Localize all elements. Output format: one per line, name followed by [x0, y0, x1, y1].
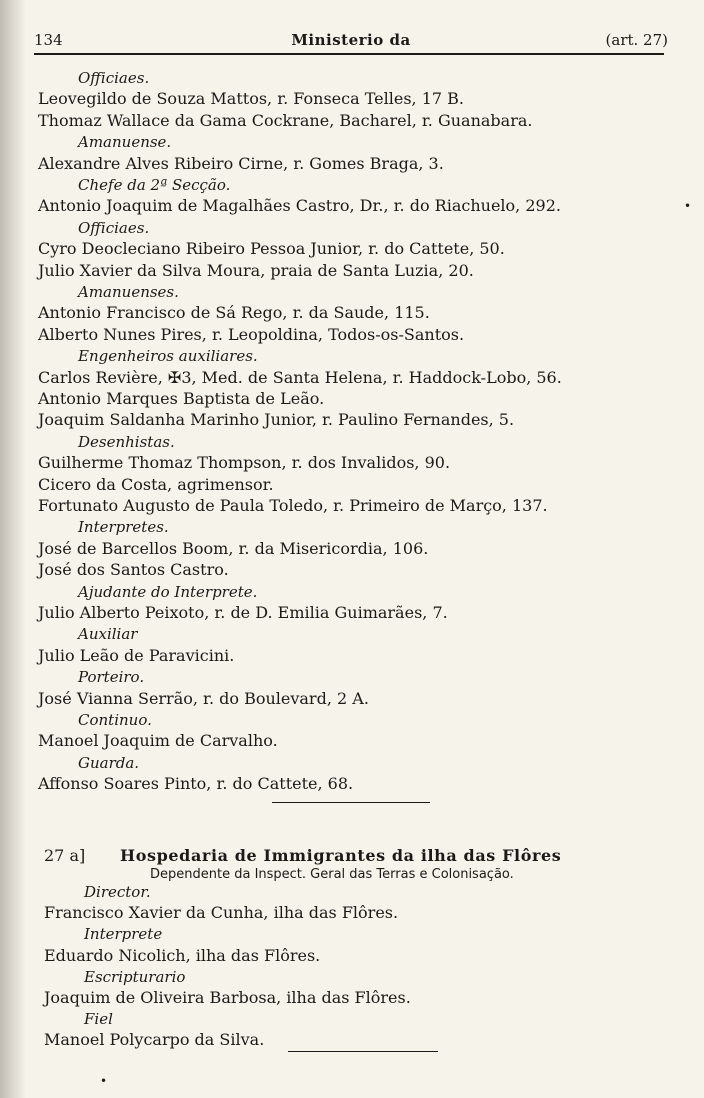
entry-line: Alexandre Alves Ribeiro Cirne, r. Gomes Braga, 3.: [38, 153, 444, 173]
page-header: [34, 28, 668, 54]
page-title: Ministerio da: [291, 31, 411, 49]
entry-line: Antonio Marques Baptista de Leão.: [38, 389, 325, 408]
section-divider: [272, 802, 430, 803]
entry-line: José dos Santos Castro.: [38, 560, 229, 580]
role-heading: Guarda.: [78, 753, 140, 772]
role-heading: Fiel: [84, 1010, 113, 1029]
entry-line: Fortunato Augusto de Paula Toledo, r. Primeiro de Março, 137.: [38, 496, 548, 515]
section-subtitle: Dependente da Inspect. Geral das Terras e Colonisação.: [150, 867, 514, 882]
entry-line: Carlos Revière, ✠3, Med. de Santa Helena, r. Haddock-Lobo, 56.: [38, 367, 562, 387]
page-edge-shadow: [0, 0, 26, 1098]
header-rule: [34, 53, 664, 55]
role-heading: Porteiro.: [78, 668, 145, 687]
section-title: Hospedaria de Immigrantes da ilha das Flôres: [120, 846, 562, 865]
entry-line: Julio Leão de Paravicini.: [38, 645, 235, 665]
entry-line: José de Barcellos Boom, r. da Misericordia, 106.: [38, 538, 429, 558]
entry-line: Cyro Deocleciano Ribeiro Pessoa Junior, r. do Cattete, 50.: [38, 239, 505, 259]
role-heading: Officiaes.: [78, 218, 150, 237]
entry-line: Antonio Joaquim de Magalhães Castro, Dr., r. do Riachuelo, 292.: [38, 196, 561, 216]
entry-line: Manoel Joaquim de Carvalho.: [38, 731, 278, 751]
entry-line: Affonso Soares Pinto, r. do Cattete, 68.: [38, 774, 354, 794]
role-heading: Ajudante do Interprete.: [78, 582, 258, 601]
role-heading: Auxiliar: [78, 625, 138, 644]
entry-line: Guilherme Thomaz Thompson, r. dos Invalidos, 90.: [38, 453, 451, 473]
entry-line: Antonio Francisco de Sá Rego, r. da Saude, 115.: [38, 303, 430, 323]
entry-line: Eduardo Nicolich, ilha das Flôres.: [44, 945, 321, 965]
role-heading: Amanuense.: [78, 133, 172, 152]
entry-line: Julio Xavier da Silva Moura, praia de Santa Luzia, 20.: [38, 260, 474, 280]
role-heading: Chefe da 2ª Secção.: [78, 176, 231, 194]
entry-line: Leovegildo de Souza Mattos, r. Fonseca Telles, 17 B.: [38, 89, 464, 109]
role-heading: Director.: [84, 883, 151, 901]
role-heading: Escripturario: [84, 967, 186, 986]
role-heading: Desenhistas.: [78, 432, 175, 451]
role-heading: Officiaes.: [78, 69, 150, 87]
entry-line: Julio Alberto Peixoto, r. de D. Emilia Guimarães, 7.: [38, 603, 448, 622]
entry-line: José Vianna Serrão, r. do Boulevard, 2 A.: [38, 688, 369, 708]
entry-line: Thomaz Wallace da Gama Cockrane, Bacharel, r. Guanabara.: [38, 110, 533, 130]
entry-line: Joaquim de Oliveira Barbosa, ilha das Flôres.: [44, 988, 411, 1007]
entry-line: Francisco Xavier da Cunha, ilha das Flôres.: [44, 903, 399, 923]
margin-dot: •: [684, 199, 692, 213]
role-heading: Amanuenses.: [78, 283, 179, 301]
role-heading: Continuo.: [78, 711, 152, 729]
role-heading: Interpretes.: [78, 518, 169, 537]
entry-line: Alberto Nunes Pires, r. Leopoldina, Todos-os-Santos.: [38, 324, 465, 344]
end-rule: [288, 1051, 438, 1052]
role-heading: Engenheiros auxiliares.: [78, 347, 258, 366]
page-number: 134: [34, 31, 63, 49]
entry-line: Manoel Polycarpo da Silva.: [44, 1030, 265, 1050]
role-heading: Interprete: [84, 925, 163, 944]
article-reference: (art. 27): [605, 31, 668, 49]
entry-line: Joaquim Saldanha Marinho Junior, r. Paulino Fernandes, 5.: [38, 410, 515, 430]
margin-dot: •: [100, 1074, 108, 1088]
entry-line: Cicero da Costa, agrimensor.: [38, 474, 274, 494]
section-number: 27 a]: [44, 846, 86, 865]
